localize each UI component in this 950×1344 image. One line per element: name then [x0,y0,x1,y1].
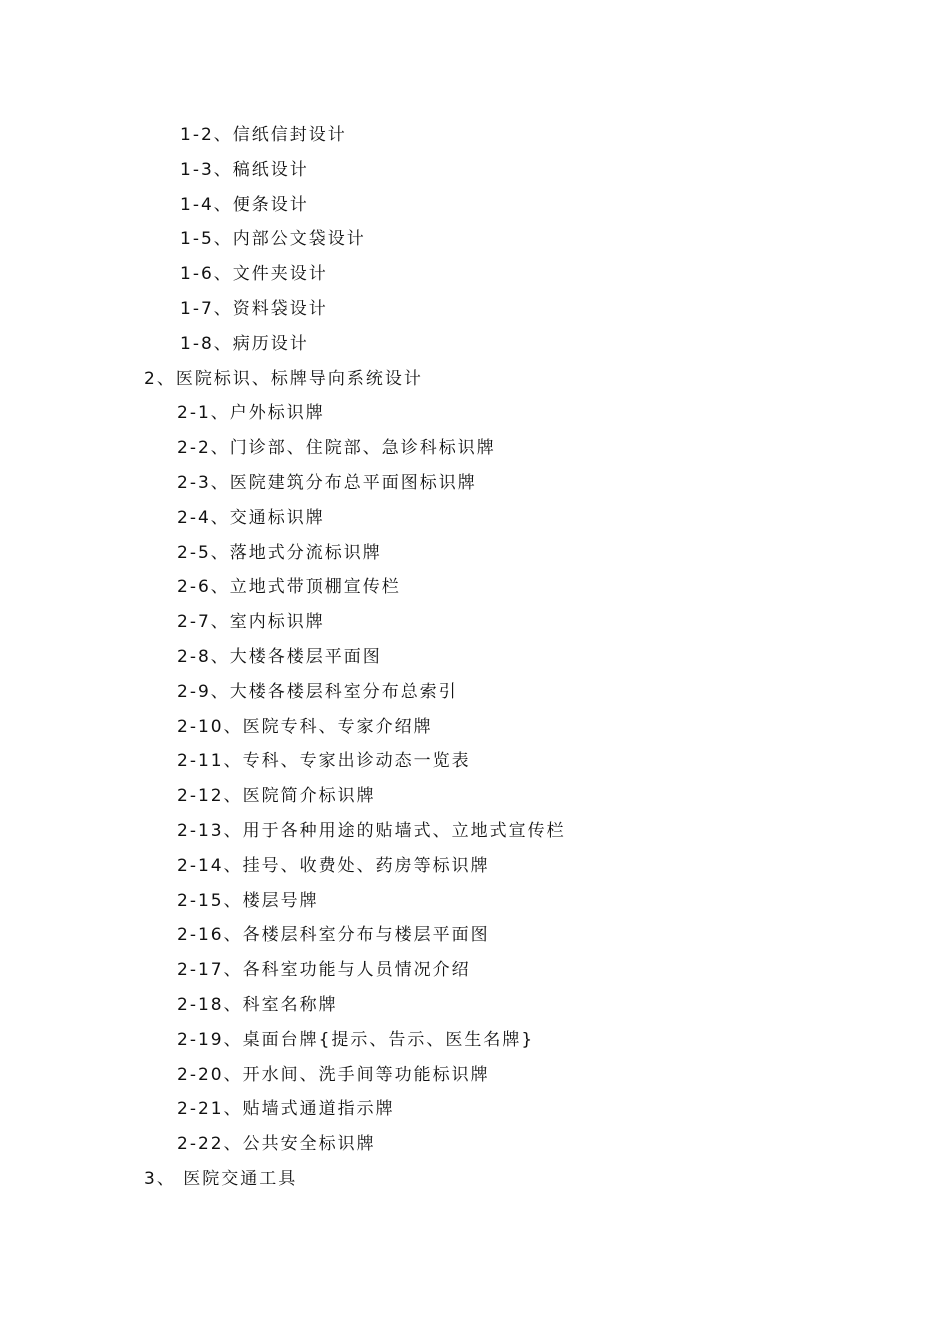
list-item: 2-12、医院简介标识牌 [177,786,376,807]
section-heading: 3、 医院交通工具 [144,1168,298,1189]
list-item: 1-8、病历设计 [180,333,309,354]
list-item: 2-21、贴墙式通道指示牌 [177,1099,395,1120]
list-item: 2-9、大楼各楼层科室分布总索引 [177,681,458,702]
list-item: 2-10、医院专科、专家介绍牌 [177,716,433,737]
list-item: 1-5、内部公文袋设计 [180,229,366,250]
list-item: 1-3、稿纸设计 [180,159,309,180]
list-item: 2-20、开水间、洗手间等功能标识牌 [177,1064,490,1085]
outline-list [0,118,950,1197]
list-item: 1-7、资料袋设计 [180,298,328,319]
list-item: 2-3、医院建筑分布总平面图标识牌 [177,472,477,493]
list-item: 2-7、室内标识牌 [177,612,325,633]
list-item: 2-8、大楼各楼层平面图 [177,646,382,667]
section-heading: 2、医院标识、标牌导向系统设计 [144,368,423,389]
list-item: 2-6、立地式带顶棚宣传栏 [177,577,401,598]
list-item: 2-18、科室名称牌 [177,994,338,1015]
list-item: 2-17、各科室功能与人员情况介绍 [177,960,471,981]
list-item: 2-5、落地式分流标识牌 [177,542,382,563]
list-item: 2-2、门诊部、住院部、急诊科标识牌 [177,438,496,459]
list-item: 1-6、文件夹设计 [180,264,328,285]
list-item: 2-11、专科、专家出诊动态一览表 [177,751,471,772]
list-item: 1-2、信纸信封设计 [180,125,347,145]
list-item: 2-13、用于各种用途的贴墙式、立地式宣传栏 [177,820,566,841]
list-item: 2-15、楼层号牌 [177,890,319,911]
list-item: 2-16、各楼层科室分布与楼层平面图 [177,925,490,946]
list-item: 2-4、交通标识牌 [177,507,325,528]
list-item: 1-4、便条设计 [180,194,309,215]
list-item: 2-1、户外标识牌 [177,403,325,424]
list-item: 2-14、挂号、收费处、药房等标识牌 [177,855,490,876]
list-item: 2-19、桌面台牌{提示、告示、医生名牌} [177,1029,535,1050]
list-item: 2-22、公共安全标识牌 [177,1134,376,1155]
